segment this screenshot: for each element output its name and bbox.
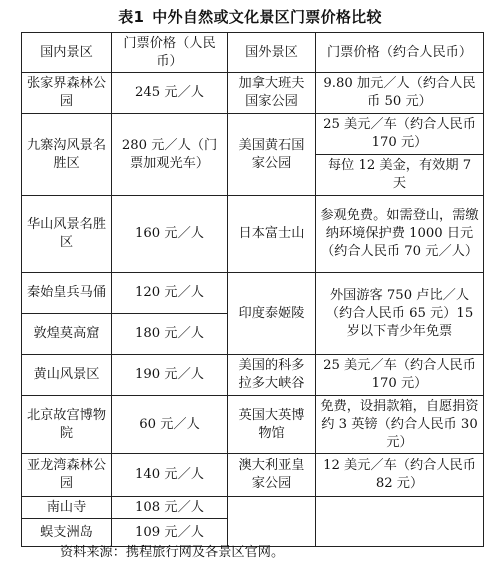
- table-row: [22, 497, 484, 519]
- domestic-price-cell: 60 元／人: [112, 396, 228, 454]
- foreign-price-cell: 9.80 加元／人（约合人民币 50 元）: [316, 73, 484, 114]
- table-row: [22, 114, 484, 155]
- empty-cell: [228, 497, 316, 547]
- table-number: 表1: [118, 8, 145, 26]
- domestic-site-cell: 华山风景名胜区: [22, 196, 112, 273]
- foreign-site-cell: 英国大英博物馆: [228, 396, 316, 454]
- domestic-site-cell: 北京故宫博物院: [22, 396, 112, 454]
- domestic-price-cell: 245 元／人: [112, 73, 228, 114]
- foreign-price-cell: 参观免费。如需登山，需缴纳环境保护费 1000 日元（约合人民币 70 元／人）: [316, 196, 484, 273]
- header-foreign-site: 国外景区: [228, 33, 316, 73]
- foreign-site-cell: 澳大利亚皇家公园: [228, 454, 316, 497]
- source-note: 资料来源：携程旅行网及各景区官网。: [60, 545, 285, 560]
- foreign-site-cell: 印度泰姬陵: [228, 273, 316, 355]
- table-row: [22, 396, 484, 454]
- domestic-site-cell: 蜈支洲岛: [22, 519, 112, 547]
- foreign-price-cell: 12 美元／车（约合人民币 82 元）: [316, 454, 484, 497]
- domestic-price-cell: 190 元／人: [112, 355, 228, 396]
- domestic-site-cell: 敦煌莫高窟: [22, 314, 112, 355]
- table-row: [22, 273, 484, 314]
- foreign-price-extra-cell: 每位 12 美金，有效期 7 天: [316, 155, 484, 196]
- foreign-price-cell: 外国游客 750 卢比／人（约合人民币 65 元）15 岁以下青少年免票: [316, 273, 484, 355]
- domestic-site-cell: 黄山风景区: [22, 355, 112, 396]
- domestic-price-cell: 120 元／人: [112, 273, 228, 314]
- empty-cell: [316, 497, 484, 547]
- domestic-price-cell: 140 元／人: [112, 454, 228, 497]
- header-domestic-price: 门票价格（人民币）: [112, 33, 228, 73]
- domestic-price-cell: 280 元／人（门票加观光车）: [112, 114, 228, 196]
- domestic-price-cell: 160 元／人: [112, 196, 228, 273]
- table-row: [22, 355, 484, 396]
- header-foreign-price: 门票价格（约合人民币）: [316, 33, 484, 73]
- domestic-price-cell: 108 元／人: [112, 497, 228, 519]
- table-row: [22, 196, 484, 273]
- domestic-price-cell: 109 元／人: [112, 519, 228, 547]
- foreign-site-cell: 加拿大班夫国家公园: [228, 73, 316, 114]
- foreign-site-cell: 美国的科多拉多大峡谷: [228, 355, 316, 396]
- price-comparison-table: [21, 32, 484, 547]
- domestic-site-cell: 南山寺: [22, 497, 112, 519]
- header-row: [22, 33, 484, 73]
- table-row: [22, 73, 484, 114]
- domestic-site-cell: 亚龙湾森林公园: [22, 454, 112, 497]
- table-row: [22, 454, 484, 497]
- foreign-price-cell: 免费，设捐款箱，自愿捐资约 3 英镑（约合人民币 30 元）: [316, 396, 484, 454]
- foreign-price-cell: 25 美元／车（约合人民币 170 元）: [316, 355, 484, 396]
- domestic-site-cell: 九寨沟风景名胜区: [22, 114, 112, 196]
- foreign-site-cell: 美国黄石国家公园: [228, 114, 316, 196]
- foreign-site-cell: 日本富士山: [228, 196, 316, 273]
- domestic-price-cell: 180 元／人: [112, 314, 228, 355]
- table-title: 中外自然或文化景区门票价格比较: [152, 8, 382, 26]
- foreign-price-cell: 25 美元／车（约合人民币 170 元）: [316, 114, 484, 155]
- table-caption: [0, 6, 500, 27]
- header-domestic-site: 国内景区: [22, 33, 112, 73]
- domestic-site-cell: 秦始皇兵马俑: [22, 273, 112, 314]
- domestic-site-cell: 张家界森林公园: [22, 73, 112, 114]
